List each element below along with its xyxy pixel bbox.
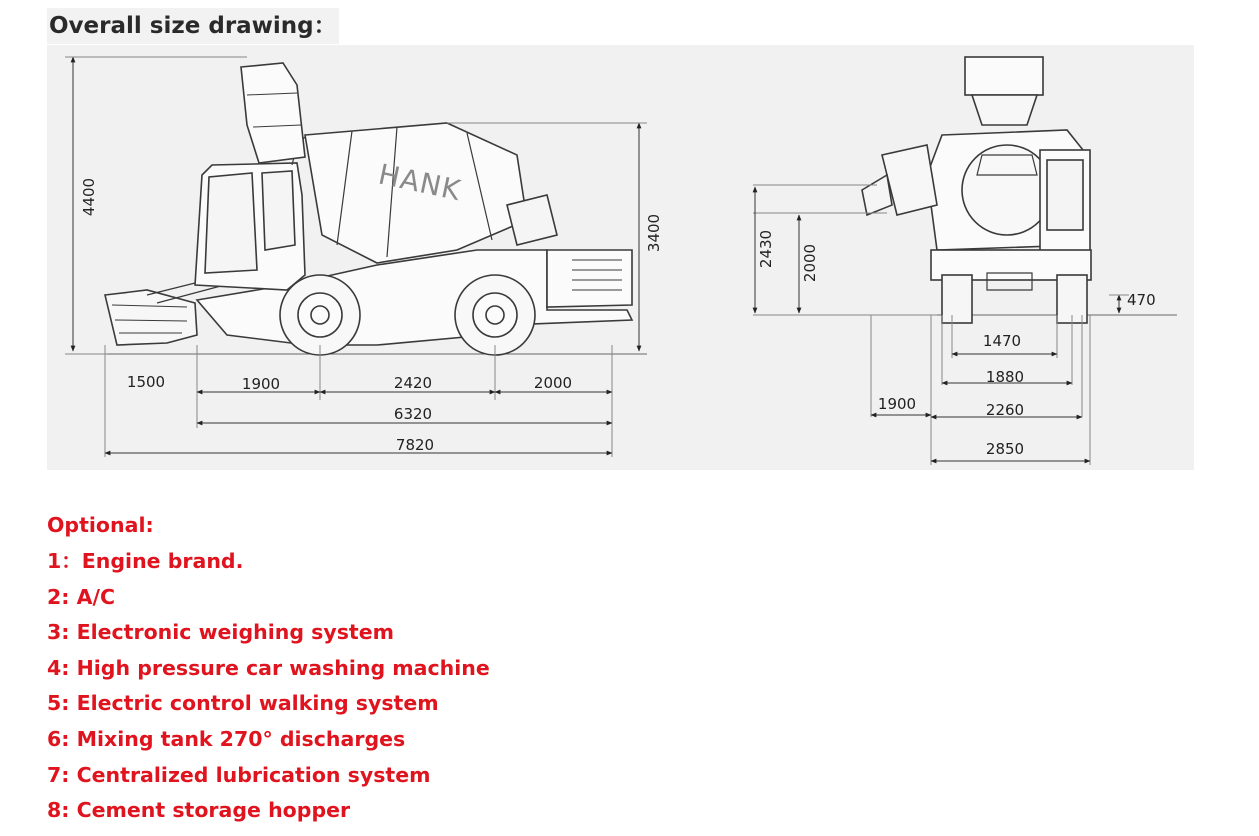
dim-total-height: 4400 (80, 177, 98, 217)
drawing-canvas (47, 45, 1194, 470)
dim-drum-height: 3400 (645, 213, 663, 253)
dim-ground-clearance: 470 (1127, 291, 1156, 309)
dim-track-inner: 1470 (982, 332, 1022, 350)
dim-total-width: 2850 (985, 440, 1025, 458)
list-item: 8: Cement storage hopper (47, 798, 351, 823)
dim-track-outer: 1880 (985, 368, 1025, 386)
dim-rear-overhang: 2000 (533, 374, 573, 392)
dim-front-overhang: 1500 (126, 373, 166, 391)
list-item: 2: A/C (47, 584, 115, 609)
optional-list (47, 510, 490, 829)
dim-side-offset: 1900 (877, 395, 917, 413)
dim-length-no-bucket: 6320 (393, 405, 433, 423)
list-item: 3: Electronic weighing system (47, 620, 394, 645)
dim-front-to-axle: 1900 (241, 375, 281, 393)
dim-height-b: 2000 (801, 243, 819, 283)
dim-height-a: 2430 (757, 229, 775, 269)
brand-label: HANK (375, 157, 465, 208)
overall-size-drawing (47, 45, 1194, 470)
drawing-heading: Overall size drawing： (47, 8, 339, 44)
list-item: 5: Electric control walking system (47, 691, 439, 716)
list-item: 6: Mixing tank 270° discharges (47, 726, 406, 751)
list-item: 1：Engine brand. (47, 549, 244, 573)
list-item: 4: High pressure car washing machine (47, 655, 490, 680)
list-item: 7: Centralized lubrication system (47, 762, 431, 787)
dim-total-length: 7820 (395, 436, 435, 454)
optional-title: Optional: (47, 513, 154, 537)
dim-body-width: 2260 (985, 401, 1025, 419)
dim-wheelbase: 2420 (393, 374, 433, 392)
